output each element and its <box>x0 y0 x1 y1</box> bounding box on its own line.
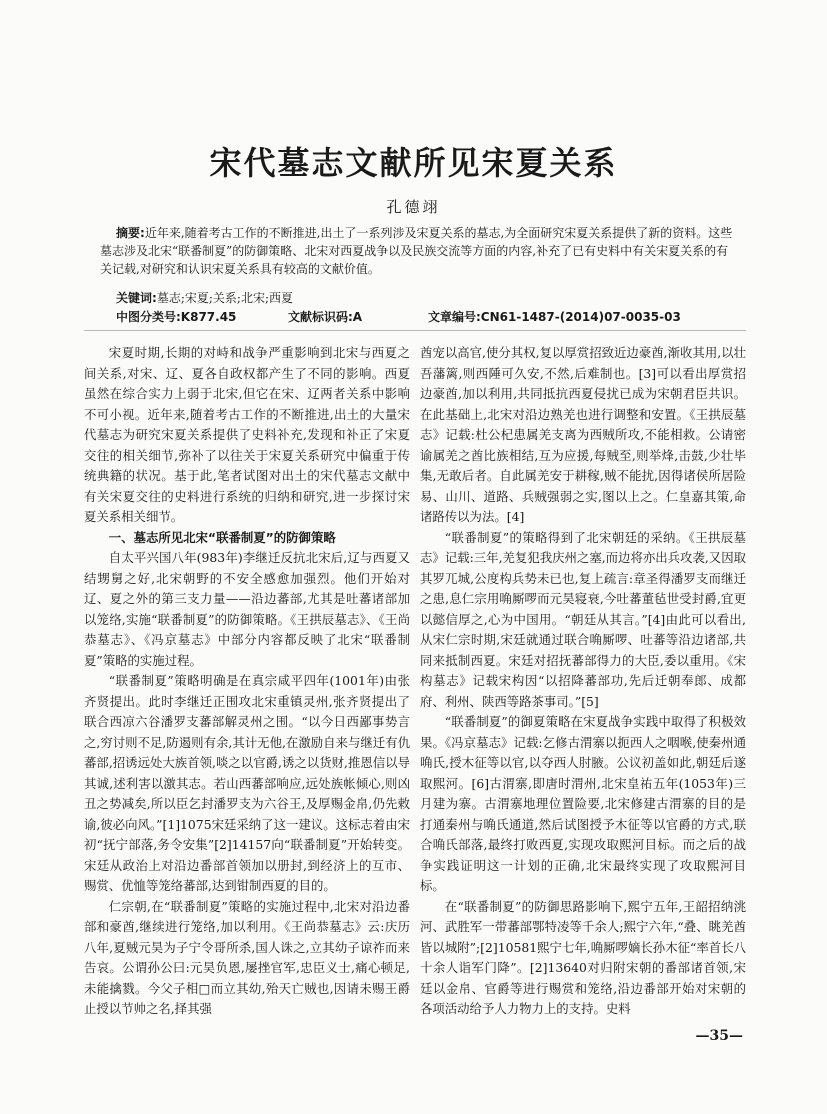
paragraph: 自太平兴国八年(983年)李继迁反抗北宋后,辽与西夏又结甥舅之好,北宋朝野的不安全感愈加强烈。他们开始对辽、夏之外的第三支力量——沿边蕃部,尤其是吐蕃诸部加以笼络,实施“联番制夏”的防御策略。《王拱辰墓志》、《王尚恭墓志》、《冯京墓志》中部分内容都反映了北宋“联番制夏”策略的实施过程。 <box>84 550 410 668</box>
document-code: 文献标识码:A <box>288 310 363 324</box>
abstract-text: 近年来,随着考古工作的不断推进,出土了一系列涉及宋夏关系的墓志,为全面研究宋夏关系提供了新的资料。这些墓志涉及北宋“联番制夏”的防御策略、北宋对西夏战争以及民族交流等方面的内容,补充了已有史料中有关宋夏关系的有关记载,对研究和认识宋夏关系具有较高的文献价值。 <box>100 226 733 276</box>
paragraph: 在“联番制夏”的防御思路影响下,熙宁五年,王韶招纳洮河、武胜军一带蕃部鄂特凌等千余人;熙宁六年,“叠、眺羌酋皆以城附”;[2]10581熙宁七年,唃厮啰嫡长孙木征“率首长八十余人诣军门降”。[2]13640对归附宋朝的番部诸首领,宋廷以金帛、官爵等进行赐赏和笼络,沿边番部开始对宋朝的各项活动给予人力物力上的支持。史料 <box>420 898 746 1016</box>
abstract <box>100 224 738 278</box>
keywords-label: 关键词: <box>116 291 157 305</box>
article-title: 宋代墓志文献所见宋夏关系 <box>209 144 618 182</box>
paragraph: 宋夏时期,长期的对峙和战争严重影响到北宋与西夏之间关系,对宋、辽、夏各自政权都产生了不同的影响。西夏虽然在综合实力上弱于北宋,但它在宋、辽两者关系中影响不可小视。近年来,随着考古工作的不断推进,出土的大量宋代墓志为研究宋夏关系提供了史料补充,发现和补正了宋夏交往的相关细节,弥补了以往关于宋夏关系研究中偏重于传统典籍的状况。基于此,笔者试图对出土的宋代墓志文献中有关宋夏交往的史料进行系统的归纳和研究,进一步探讨宋夏关系相关细节。 <box>84 345 410 524</box>
keywords <box>116 289 293 306</box>
right-column <box>420 343 746 1020</box>
abstract-label: 摘要: <box>116 226 145 240</box>
page-number: —35— <box>695 1028 743 1044</box>
paragraph: “联番制夏”的御夏策略在宋夏战争实践中取得了积极效果。《冯京墓志》记载:乞修古渭寨以扼西人之咽喉,使秦州通唃氏,授木征等以官,以夺西人肘腋。公议初盖如此,朝廷后遂取熙河。[6]古渭寨,即唐时渭州,北宋皇祐五年(1053年)三月建为寨。古渭寨地理位置险要,北宋修建古渭寨的目的是打通秦州与唃氏通道,然后试图授予木征等以官爵的方式,联合唃氏部落,最终打败西夏,实现攻取熙河目标。而之后的战争实践证明这一计划的正确,北宋最终实现了攻取熙河目标。 <box>420 714 746 893</box>
paragraph: “联番制夏”策略明确是在真宗咸平四年(1001年)由张齐贤提出。此时李继迁正围攻北宋重镇灵州,张齐贤提出了联合西凉六谷潘罗支蕃部解灵州之围。“以今日西鄙事势言之,穷讨则不足,防遏则有余,其计无他,在激励自来与继迁有仇蕃部,招诱远处大族首领,啖之以官爵,诱之以货财,推恩信以导其诚,述利害以激其志。若山西蕃部响应,远处族帐倾心,则凶丑之势减矣,所以臣乞封潘罗支为六谷王,及厚赐金帛,仍先敕谕,彼必向风。”[1]1075宋廷采纳了这一建议。这标志着由宋初“抚宁部落,务令安集”[2]14157向“联番制夏”开始转变。宋廷从政治上对沿边番部首领加以册封,到经济上的互市、赐赏、优恤等笼络蕃部,达到钳制西夏的目的。 <box>84 673 410 893</box>
clc-number: 中图分类号:K877.45 <box>116 310 237 324</box>
article-number: 文章编号:CN61-1487-(2014)07-0035-03 <box>428 310 681 324</box>
paragraph: 酋宠以高官,使分其权,复以厚赏招致近边豪酋,渐收其用,以壮吾藩篱,则西陲可久安,不然,后难制也。[3]可以看出厚赏招边豪酋,加以利用,共同抵抗西夏侵扰已成为宋朝君臣共识。在此基础上,北宋对沿边熟羌也进行调整和安置。《王拱辰墓志》记载:杜公杞患属羌支离为西贼所攻,不能相救。公请密谕属羌之酋比族相结,互为应援,每贼至,则举烽,击鼓,少壮毕集,无敢后者。自此属羌安于耕稼,贼不能扰,因得诸侯所居险易、山川、道路、兵贼强弱之实,图以上之。仁皇嘉其策,命诸路传以为法。[4] <box>420 345 746 524</box>
paragraph: “联番制夏”的策略得到了北宋朝廷的采纳。《王拱辰墓志》记载:三年,羌复犯我庆州之塞,而边将亦出兵攻袭,又因取其罗兀城,公度构兵势未已也,复上疏言:章圣得潘罗支而继迁之患,息仁宗用唃厮啰而元昊寝衰,今吐蕃董毡世受封爵,宜更以懿信厚之,心为中国用。“朝廷从其言。”[4]由此可以看出,从宋仁宗时期,宋廷就通过联合唃厮啰、吐蕃等沿边诸部,共同来抵制西夏。宋廷对招抚蕃部得力的大臣,委以重用。《宋构墓志》记载宋构因“以招降蕃部功,先后迁朝奉郎、成都府、利州、陕西等路茶事司。”[5] <box>420 529 746 709</box>
author-name: 孔德翊 <box>386 198 441 216</box>
left-column <box>84 343 410 1020</box>
keywords-text: 墓志;宋夏;关系;北宋;西夏 <box>156 291 293 305</box>
section-heading: 一、墓志所见北宋“联番制夏”的防御策略 <box>108 529 336 545</box>
header-divider <box>84 330 746 331</box>
paragraph: 仁宗朝,在“联番制夏”策略的实施过程中,北宋对沿边番部和豪酋,继续进行笼络,加以利用。《王尚恭墓志》云:庆历八年,夏贼元昊为子宁令哥所杀,国人诛之,立其幼子谅祚而来告哀。公谓孙公曰:元昊负恩,屡挫官军,忠臣义士,痛心顿足,未能擒戮。今父子相□而立其幼,殆天亡贼也,因请未赐王爵止授以节帅之名,择其强 <box>84 898 410 1016</box>
